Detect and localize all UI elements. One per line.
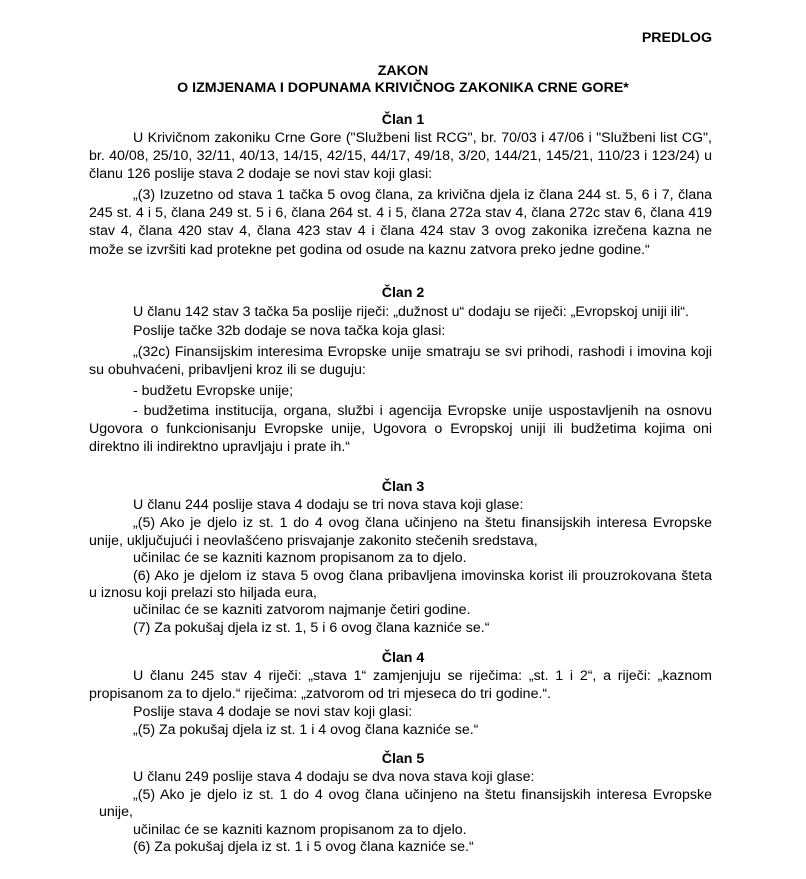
clan-1-intro: U Krivičnom zakoniku Crne Gore ("Službeni list RCG", br. 70/03 i 47/06 i "Službeni list CG", br. 40/08, 25/10, 32/11, 40/13, 14/15, 42/15, 44/17, 49/18, 3/20, 144/21, 145/21, 110/23 i 123/24) u članu 126 poslije stava 2 dodaje se novi stav koji glasi: xyxy=(89,130,712,183)
clan-5-p3: učinilac će se kazniti kaznom propisanom za to djelo. xyxy=(133,822,467,838)
document-subtitle: O IZMJENAMA I DOPUNAMA KRIVIČNOG ZAKONIKA CRNE GORE* xyxy=(177,80,629,96)
clan-5-p2-line1: „(5) Ako je djelo iz st. 1 do 4 ovog člana učinjeno na štetu finansijskih interesa Evropske xyxy=(133,787,712,803)
clan-5-heading: Član 5 xyxy=(381,751,425,767)
clan-5-p4: (6) Za pokušaj djela iz st. 1 i 5 ovog člana kazniće se.“ xyxy=(133,839,474,855)
clan-3-p4-line1: (6) Ako je djelom iz stava 5 ovog člana pribavljena imovinska korist ili prouzrokovana šteta xyxy=(133,568,712,584)
clan-3-p6: (7) Za pokušaj djela iz st. 1, 5 i 6 ovog člana kazniće se.“ xyxy=(133,620,490,636)
clan-5-p2-line2: unije, xyxy=(99,804,133,820)
clan-2-p3: „(32c) Finansijskim interesima Evropske unije smatraju se svi prihodi, rashodi i imovina koji su obuhvaćeni, pribavljeni kroz ili se duguju: xyxy=(89,344,712,379)
clan-5-p1: U članu 249 poslije stava 4 dodaju se dva nova stava koji glase: xyxy=(133,769,535,785)
clan-3-p2-line2: unije, uključujući i neovlašćeno prisvajanje zakonito stečenih sredstava, xyxy=(89,533,538,549)
clan-1-heading: Član 1 xyxy=(381,112,425,128)
clan-4-p1: U članu 245 stav 4 riječi: „stava 1“ zamjenjuju se riječima: „st. 1 i 2“, a riječi: „kaznom propisanom za to djelo.“ riječima: „zatvorom od tri mjeseca do tri godine.“. xyxy=(89,668,712,703)
clan-2-p4: - budžetu Evropske unije; xyxy=(133,383,294,399)
document-title: ZAKON xyxy=(377,63,429,79)
clan-4-heading: Član 4 xyxy=(381,650,425,666)
clan-4-p2: Poslije stava 4 dodaje se novi stav koji glasi: xyxy=(133,704,413,720)
clan-2-p1: U članu 142 stav 3 tačka 5a poslije riječi: „dužnost u“ dodaju se riječi: „Evropskoj uniji ili“. xyxy=(133,304,689,320)
predlog-label: PREDLOG xyxy=(641,30,712,46)
clan-3-p4-line2: u iznosu koji prelazi sto hiljada eura, xyxy=(89,585,317,601)
clan-3-heading: Član 3 xyxy=(381,479,425,495)
clan-2-p5: - budžetima institucija, organa, službi i agencija Evropske unije uspostavljenih na osnovu Ugovora o funkcionisanju Evropske unije, Ugovora o Evropskoj uniji ili budžetima kojima oni direktno ili indirektno upravljaju i prate ih.“ xyxy=(89,403,712,456)
clan-2-p2: Poslije tačke 32b dodaje se nova tačka koja glasi: xyxy=(133,323,446,339)
clan-3-p5: učinilac će se kazniti zatvorom najmanje četiri godine. xyxy=(133,602,471,618)
clan-4-p3: „(5) Za pokušaj djela iz st. 1 i 4 ovog člana kazniće se.“ xyxy=(133,722,479,738)
clan-3-p1: U članu 244 poslije stava 4 dodaju se tri nova stava koji glase: xyxy=(133,497,524,513)
clan-3-p2-line1: „(5) Ako je djelo iz st. 1 do 4 ovog člana učinjeno na štetu finansijskih interesa Evropske xyxy=(133,515,712,531)
clan-3-p3: učinilac će se kazniti kaznom propisanom za to djelo. xyxy=(133,550,467,566)
clan-2-heading: Član 2 xyxy=(381,285,425,301)
clan-1-text: „(3) Izuzetno od stava 1 tačka 5 ovog člana, za krivična djela iz člana 244 st. 5, 6 i 7, člana 245 st. 4 i 5, člana 249 st. 5 i 6, člana 264 st. 4 i 5, člana 272a stav 4, člana 272c stav 6, člana 419 stav 4, člana 420 stav 4, člana 423 stav 4 i člana 424 stav 3 ovog zakonika izrečena kazna ne može se izvršiti kad protekne pet godina od osude na kaznu zatvora preko jedne godine.“ xyxy=(89,187,712,258)
